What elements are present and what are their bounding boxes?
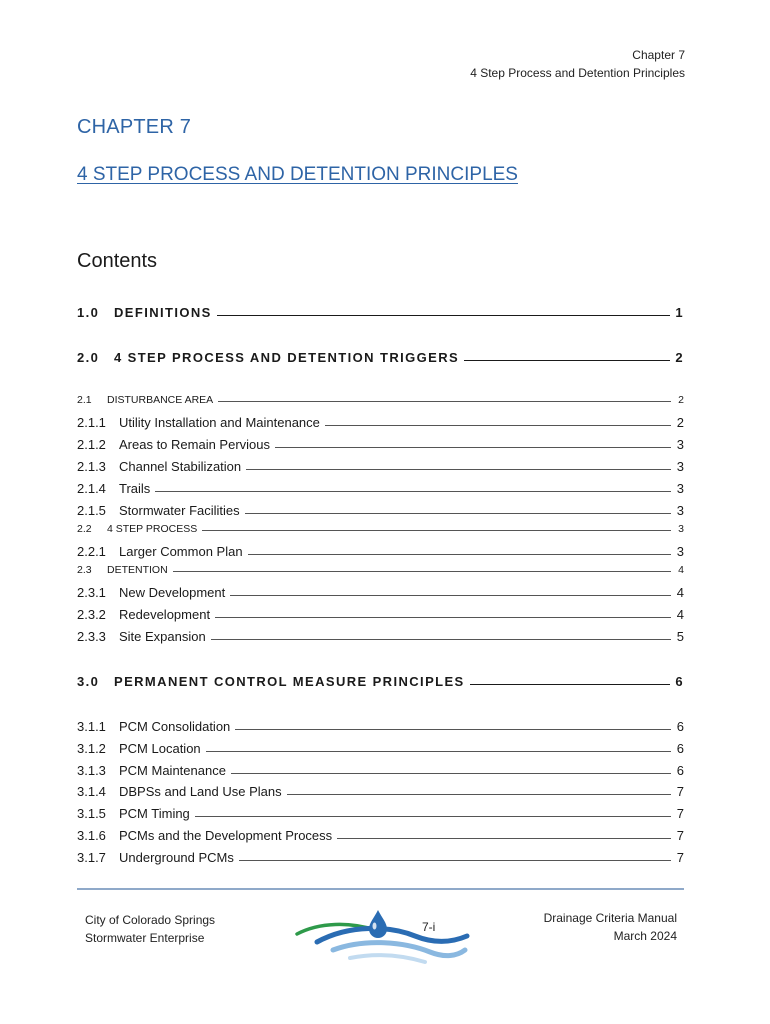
toc-number: 3.1.4 [77, 784, 106, 799]
toc-entry[interactable] [77, 305, 684, 320]
toc-label: DETENTION [107, 564, 168, 576]
toc-entry[interactable] [77, 350, 684, 365]
toc-page: 7 [676, 784, 684, 799]
header-title: 4 Step Process and Detention Principles [470, 66, 685, 80]
toc-number: 2.1.1 [77, 415, 106, 430]
toc-number: 2.1 [77, 394, 92, 406]
toc-leader [246, 469, 671, 470]
toc-label: Utility Installation and Maintenance [119, 415, 320, 430]
toc-leader [195, 816, 671, 817]
toc-leader [218, 401, 671, 402]
toc-page: 7 [676, 806, 684, 821]
toc-number: 2.3.3 [77, 629, 106, 644]
toc-leader [275, 447, 671, 448]
toc-leader [287, 794, 671, 795]
toc-number: 2.3.1 [77, 585, 106, 600]
table-of-contents [77, 0, 684, 1024]
toc-entry[interactable] [77, 523, 684, 535]
footer-date: March 2024 [613, 929, 677, 943]
toc-label: Areas to Remain Pervious [119, 437, 271, 452]
toc-page: 6 [676, 719, 684, 734]
toc-entry[interactable] [77, 741, 684, 756]
footer-page-number: 7-i [422, 920, 436, 934]
logo-pale-wave [350, 955, 425, 962]
toc-leader [235, 729, 671, 730]
logo-blue-wave [317, 928, 467, 942]
toc-leader [230, 595, 671, 596]
toc-page: 2 [676, 415, 684, 430]
toc-label: PCMs and the Development Process [119, 828, 333, 843]
toc-entry[interactable] [77, 437, 684, 452]
toc-leader [173, 571, 671, 572]
toc-number: 2.1.4 [77, 481, 106, 496]
toc-label: Larger Common Plan [119, 544, 243, 559]
stormwater-logo-icon [295, 908, 470, 968]
toc-label: DISTURBANCE AREA [107, 394, 214, 406]
toc-leader [239, 860, 671, 861]
footer-divider [77, 888, 684, 890]
toc-entry[interactable] [77, 503, 684, 518]
toc-number: 2.2.1 [77, 544, 106, 559]
toc-number: 3.1.2 [77, 741, 106, 756]
toc-leader [217, 315, 671, 316]
toc-entry[interactable] [77, 544, 684, 559]
toc-page: 4 [676, 607, 684, 622]
footer-enterprise: Stormwater Enterprise [85, 931, 205, 945]
toc-leader [202, 530, 671, 531]
toc-entry[interactable] [77, 784, 684, 799]
header-chapter: Chapter 7 [632, 48, 685, 62]
toc-page: 2 [675, 350, 684, 365]
contents-heading: Contents [77, 250, 158, 272]
toc-leader [155, 491, 671, 492]
toc-label: 4 STEP PROCESS [107, 523, 198, 535]
toc-leader [231, 773, 671, 774]
toc-page: 6 [675, 674, 684, 689]
toc-label: PCM Maintenance [119, 763, 226, 778]
toc-entry[interactable] [77, 607, 684, 622]
toc-page: 5 [676, 629, 684, 644]
toc-leader [248, 554, 671, 555]
toc-label: Underground PCMs [119, 850, 234, 865]
toc-number: 2.0 [77, 350, 100, 365]
toc-label: DEFINITIONS [114, 305, 212, 320]
toc-label: PERMANENT CONTROL MEASURE PRINCIPLES [114, 674, 465, 689]
toc-number: 2.3.2 [77, 607, 106, 622]
toc-entry[interactable] [77, 459, 684, 474]
toc-number: 2.1.2 [77, 437, 106, 452]
toc-label: DBPSs and Land Use Plans [119, 784, 282, 799]
toc-page: 6 [676, 741, 684, 756]
toc-page: 7 [676, 850, 684, 865]
toc-number: 2.2 [77, 523, 92, 535]
toc-entry[interactable] [77, 763, 684, 778]
toc-number: 2.1.3 [77, 459, 106, 474]
toc-label: PCM Consolidation [119, 719, 231, 734]
toc-number: 1.0 [77, 305, 100, 320]
toc-leader [337, 838, 671, 839]
toc-label: PCM Timing [119, 806, 190, 821]
toc-entry[interactable] [77, 394, 684, 406]
toc-number: 3.0 [77, 674, 100, 689]
toc-label: New Development [119, 585, 226, 600]
toc-entry[interactable] [77, 828, 684, 843]
toc-page: 1 [675, 305, 684, 320]
toc-leader [215, 617, 671, 618]
toc-label: Channel Stabilization [119, 459, 242, 474]
toc-page: 4 [678, 564, 684, 576]
toc-number: 3.1.1 [77, 719, 106, 734]
toc-page: 3 [676, 481, 684, 496]
toc-entry[interactable] [77, 850, 684, 865]
toc-number: 3.1.3 [77, 763, 106, 778]
toc-leader [464, 360, 670, 361]
footer-organization [85, 911, 215, 947]
toc-label: Redevelopment [119, 607, 211, 622]
toc-entry[interactable] [77, 674, 684, 689]
toc-page: 6 [676, 763, 684, 778]
toc-page: 4 [676, 585, 684, 600]
toc-leader [211, 639, 671, 640]
toc-leader [245, 513, 671, 514]
toc-page: 3 [676, 544, 684, 559]
toc-number: 2.1.5 [77, 503, 106, 518]
footer-manual [544, 909, 677, 945]
toc-label: Site Expansion [119, 629, 206, 644]
toc-leader [325, 425, 671, 426]
toc-entry[interactable] [77, 719, 684, 734]
toc-number: 3.1.7 [77, 850, 106, 865]
toc-entry[interactable] [77, 806, 684, 821]
toc-entry[interactable] [77, 585, 684, 600]
logo-light-wave [333, 943, 465, 956]
footer-manual-title: Drainage Criteria Manual [543, 911, 677, 925]
chapter-subtitle: 4 STEP PROCESS AND DETENTION PRINCIPLES [77, 164, 518, 185]
toc-leader [470, 684, 671, 685]
toc-label: Trails [119, 481, 151, 496]
toc-entry[interactable] [77, 481, 684, 496]
toc-entry[interactable] [77, 629, 684, 644]
toc-label: PCM Location [119, 741, 201, 756]
toc-label: 4 STEP PROCESS AND DETENTION TRIGGERS [114, 350, 460, 365]
logo-water-drop [369, 910, 387, 938]
toc-page: 3 [678, 523, 684, 535]
toc-label: Stormwater Facilities [119, 503, 240, 518]
toc-number: 3.1.6 [77, 828, 106, 843]
toc-page: 2 [678, 394, 684, 406]
toc-page: 3 [676, 459, 684, 474]
toc-number: 2.3 [77, 564, 92, 576]
toc-page: 3 [676, 437, 684, 452]
toc-page: 7 [676, 828, 684, 843]
toc-entry[interactable] [77, 564, 684, 576]
toc-number: 3.1.5 [77, 806, 106, 821]
toc-leader [206, 751, 671, 752]
toc-entry[interactable] [77, 415, 684, 430]
chapter-title: CHAPTER 7 [77, 116, 192, 138]
toc-page: 3 [676, 503, 684, 518]
footer-city: City of Colorado Springs [85, 913, 216, 927]
